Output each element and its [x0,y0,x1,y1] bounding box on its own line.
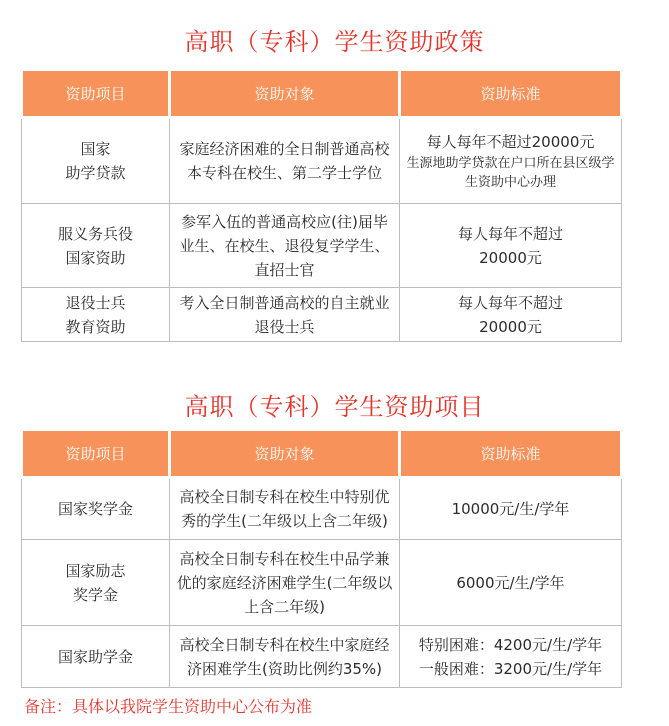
programs-title: 高职（专科）学生资助项目 [184,393,485,421]
column-header: 资助标准 [400,430,622,478]
footnote: 备注：具体以我院学生资助中心公布为准 [24,697,313,716]
column-header: 资助标准 [400,70,622,118]
target-cell: 参军入伍的普通高校应(往)届毕 业生、在校生、退役复学学生、 直招士官 [170,204,400,288]
policy-table [20,68,623,342]
table-row [22,288,622,342]
column-header: 资助项目 [22,430,170,478]
item-cell: 国家奖学金 [22,478,170,540]
standard-cell: 6000元/生/学年 [400,540,622,626]
item-cell: 服义务兵役 国家资助 [22,204,170,288]
target-cell: 高校全日制专科在校生中品学兼 优的家庭经济困难学生(二年级以 上含二年级) [170,540,400,626]
item-cell: 国家 助学贷款 [22,118,170,204]
table-row [22,478,622,540]
table-row [22,540,622,626]
column-header: 资助对象 [170,430,400,478]
standard-cell: 每人每年不超过20000元 生源地助学贷款在户口所在县区级学 生资助中心办理 [400,118,622,204]
standard-cell: 特别困难：4200元/生/学年 一般困难：3200元/生/学年 [400,626,622,688]
target-cell: 高校全日制专科在校生中家庭经 济困难学生(资助比例约35%) [170,626,400,688]
column-header: 资助项目 [22,70,170,118]
programs-table [20,428,623,688]
item-cell: 国家助学金 [22,626,170,688]
policy-title: 高职（专科）学生资助政策 [184,28,485,56]
table-row [22,118,622,204]
table-header-row [22,70,622,118]
target-cell: 高校全日制专科在校生中特别优 秀的学生(二年级以上含二年级) [170,478,400,540]
standard-cell: 每人每年不超过 20000元 [400,288,622,342]
item-cell: 退役士兵 教育资助 [22,288,170,342]
target-cell: 考入全日制普通高校的自主就业 退役士兵 [170,288,400,342]
table-row [22,204,622,288]
target-cell: 家庭经济困难的全日制普通高校 本专科在校生、第二学士学位 [170,118,400,204]
table-header-row [22,430,622,478]
standard-cell: 10000元/生/学年 [400,478,622,540]
column-header: 资助对象 [170,70,400,118]
standard-cell: 每人每年不超过 20000元 [400,204,622,288]
item-cell: 国家励志 奖学金 [22,540,170,626]
table-row [22,626,622,688]
